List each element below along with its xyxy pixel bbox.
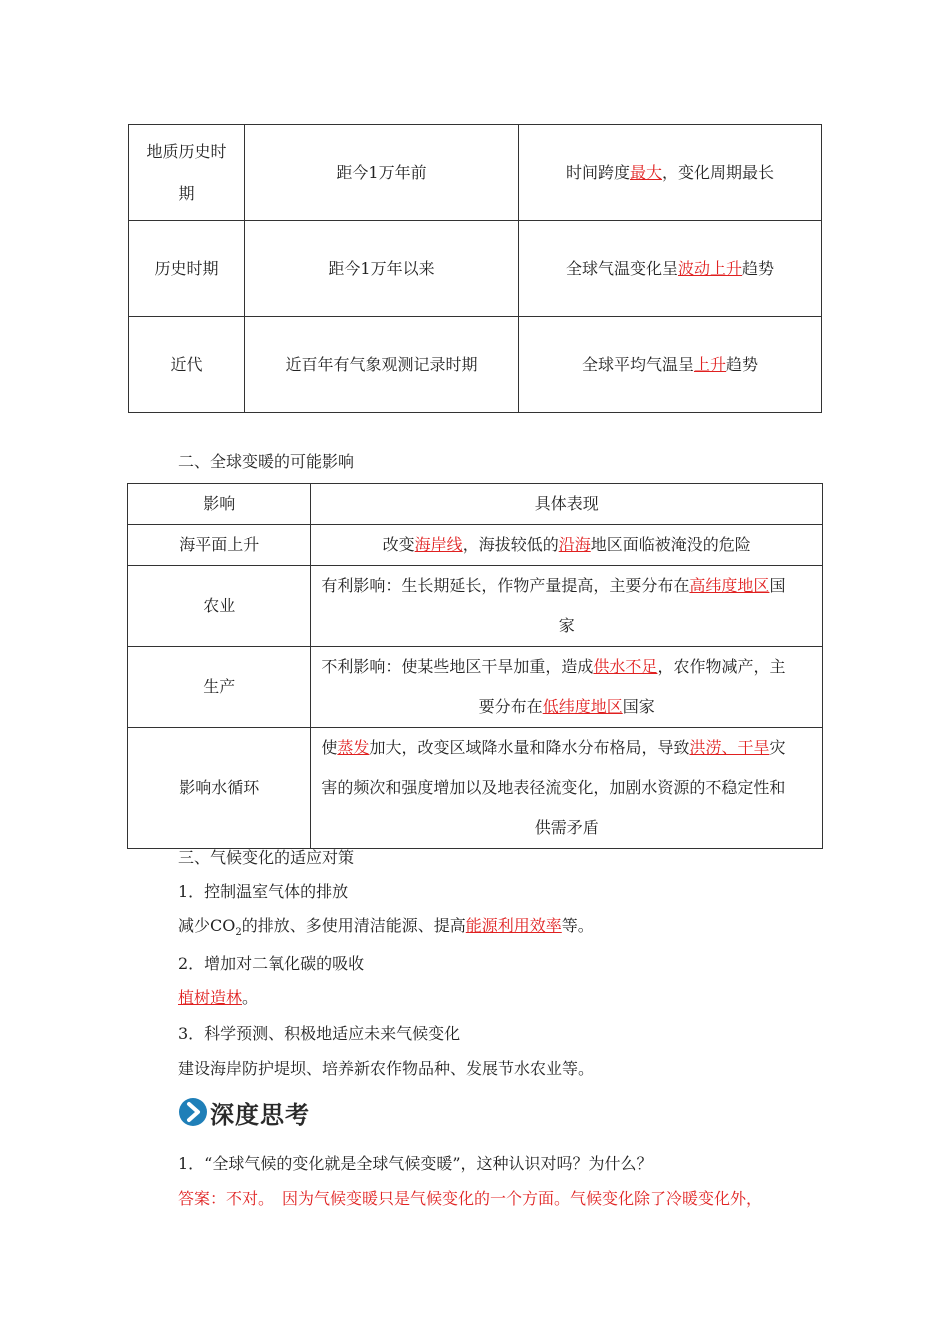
question-text: 1．“全球气候的变化就是全球气候变暖”，这种认识对吗？为什么？: [178, 1154, 653, 1173]
time-cell: 距今1万年以来: [245, 221, 519, 317]
item-title: 2．增加对二氧化碳的吸收: [178, 954, 365, 973]
period-cell: 近代: [129, 317, 245, 413]
column-header: 影响: [128, 484, 311, 525]
section-title: 二、全球变暖的可能影响: [178, 452, 355, 471]
period-cell: 历史时期: [129, 221, 245, 317]
item-text: 植树造林。: [178, 988, 259, 1007]
impact-label: 影响水循环: [128, 728, 311, 849]
section-title: 三、气候变化的适应对策: [178, 848, 355, 867]
item-text: 减少$CO_2$的排放、多使用清洁能源、提高能源利用效率等。: [178, 916, 594, 939]
impact-label: 生产: [128, 647, 311, 728]
impact-detail: 使蒸发加大，改变区域降水量和降水分布格局，导致洪涝、干旱灾 害的频次和强度增加以及地表径流变化，加剧水资源的不稳定性和 供需矛盾: [311, 728, 823, 849]
period-label: 地质历史时 期: [146, 141, 227, 203]
item-title: 3．科学预测、积极地适应未来气候变化: [178, 1024, 461, 1043]
climate-period-table: [128, 124, 822, 413]
feature-cell: 时间跨度最大，变化周期最长: [519, 125, 822, 221]
heading-text: 深度思考: [210, 1100, 310, 1129]
table-row: [128, 525, 823, 566]
table-row: [128, 566, 823, 647]
table-row: [129, 221, 822, 317]
table-row: [129, 317, 822, 413]
time-cell: 近百年有气象观测记录时期: [245, 317, 519, 413]
table-row: [128, 647, 823, 728]
item-text: 建设海岸防护堤坝、培养新农作物品种、发展节水农业等。: [178, 1059, 595, 1078]
answer-text: 答案：不对。 因为气候变暖只是气候变化的一个方面。气候变化除了冷暖变化外，: [178, 1189, 763, 1208]
impact-detail: 改变海岸线，海拔较低的沿海地区面临被淹没的危险: [311, 525, 823, 566]
impact-detail: 有利影响：生长期延长，作物产量提高，主要分布在高纬度地区国 家: [311, 566, 823, 647]
impact-detail: 不利影响：使某些地区干旱加重，造成供水不足，农作物减产，主 要分布在低纬度地区国家: [311, 647, 823, 728]
table-row: [129, 125, 822, 221]
table-row: [128, 728, 823, 849]
period-cell: [129, 125, 245, 221]
feature-cell: 全球气温变化呈波动上升趋势: [519, 221, 822, 317]
chevron-right-circle-icon: [178, 1097, 208, 1127]
deep-thinking-heading: [178, 1094, 310, 1130]
impact-table: [127, 483, 823, 849]
table-header-row: [128, 484, 823, 525]
time-cell: 距今1万年前: [245, 125, 519, 221]
item-title: 1．控制温室气体的排放: [178, 882, 349, 901]
impact-label: 海平面上升: [128, 525, 311, 566]
impact-label: 农业: [128, 566, 311, 647]
column-header: 具体表现: [311, 484, 823, 525]
feature-cell: 全球平均气温呈上升趋势: [519, 317, 822, 413]
